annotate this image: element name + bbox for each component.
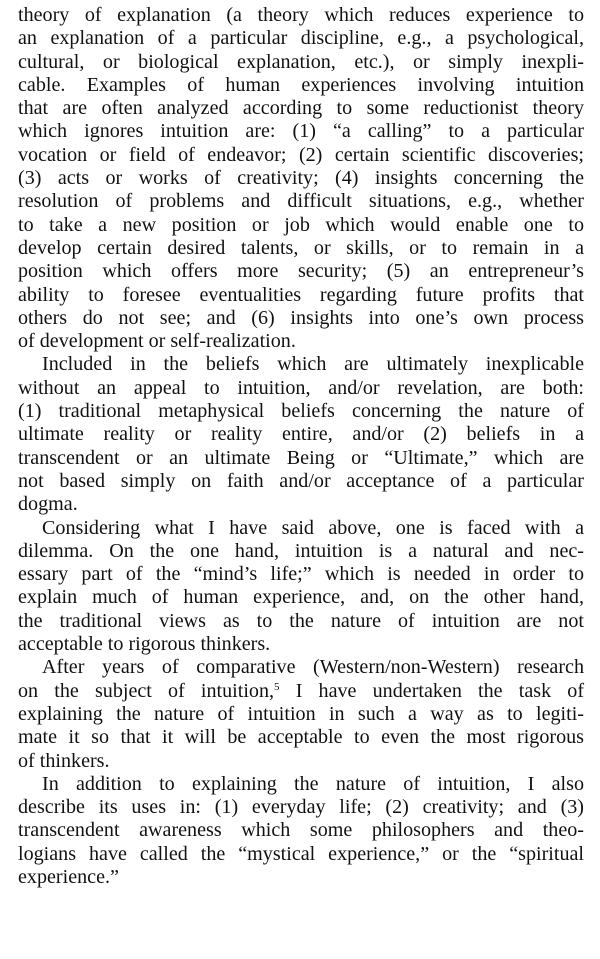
text-line: dilemma. On the one hand, intuition is a natural and nec- bbox=[18, 539, 584, 562]
text-segment: I have undertaken the task of bbox=[279, 679, 585, 702]
text-line: develop certain desired talents, or skills, or to remain in a bbox=[18, 236, 584, 259]
text-line: cultural, or biological explanation, etc.), or simply inexpli- bbox=[18, 50, 584, 73]
text-line: ultimate reality or reality entire, and/or (2) beliefs in a bbox=[18, 423, 584, 446]
text-segment: on the subject of intuition, bbox=[18, 679, 275, 702]
text-line: dogma. bbox=[18, 493, 78, 516]
text-line: transcendent awareness which some philosophers and theo- bbox=[18, 819, 584, 842]
text-line: to take a new position or job which would enable one to bbox=[18, 213, 584, 236]
text-line-with-footnote bbox=[18, 680, 584, 703]
text-line: theory of explanation (a theory which reduces experience to bbox=[18, 4, 584, 26]
text-line: In addition to explaining the nature of intuition, I also bbox=[42, 772, 584, 795]
text-line: acceptable to rigorous thinkers. bbox=[18, 633, 271, 656]
text-line: logians have called the “mystical experience,” or the “spiritual bbox=[18, 842, 584, 865]
text-line: which ignores intuition are: (1) “a calling” to a particular bbox=[18, 120, 584, 143]
paragraph-3 bbox=[18, 517, 584, 657]
text-line: essary part of the “mind’s life;” which is needed in order to bbox=[18, 563, 584, 586]
text-line: describe its uses in: (1) everyday life; (2) creativity; and (3) bbox=[18, 796, 584, 819]
text-line: ability to foresee eventualities regarding future profits that bbox=[18, 283, 584, 306]
paragraph-4 bbox=[18, 656, 584, 772]
text-line: experience.” bbox=[18, 865, 119, 888]
paragraph-1 bbox=[18, 4, 584, 353]
text-line: an explanation of a particular discipline, e.g., a psychological, bbox=[18, 27, 584, 50]
text-line: Considering what I have said above, one is faced with a bbox=[42, 516, 584, 539]
text-line: vocation or field of endeavor; (2) certain scientific discoveries; bbox=[18, 143, 584, 166]
paragraph-5 bbox=[18, 773, 584, 889]
text-line: others do not see; and (6) insights into one’s own process bbox=[18, 306, 584, 329]
paragraph-2 bbox=[18, 353, 584, 516]
text-line: explain much of human experience, and, on the other hand, bbox=[18, 586, 584, 609]
text-line: not based simply on faith and/or acceptance of a particular bbox=[18, 469, 584, 492]
text-line: that are often analyzed according to some reductionist theory bbox=[18, 97, 584, 120]
text-line: position which offers more security; (5) an entrepreneur’s bbox=[18, 260, 584, 283]
text-line: of thinkers. bbox=[18, 749, 110, 772]
text-line: mate it so that it will be acceptable to even the most rigorous bbox=[18, 726, 584, 749]
text-line: cable. Examples of human experiences involving intuition bbox=[18, 73, 584, 96]
text-line: without an appeal to intuition, and/or revelation, are both: bbox=[18, 376, 584, 399]
text-line: (3) acts or works of creativity; (4) insights concerning the bbox=[18, 167, 584, 190]
text-line: the traditional views as to the nature of intuition are not bbox=[18, 609, 584, 632]
text-line: explaining the nature of intuition in such a way as to legiti- bbox=[18, 702, 584, 725]
text-line: of development or self-realization. bbox=[18, 330, 296, 353]
text-line: After years of comparative (Western/non-Western) research bbox=[42, 656, 584, 679]
footnote-reference[interactable]: 5 bbox=[274, 680, 280, 693]
text-line: resolution of problems and difficult situations, e.g., whether bbox=[18, 190, 584, 213]
text-line: (1) traditional metaphysical beliefs concerning the nature of bbox=[18, 400, 584, 423]
text-line: transcendent or an ultimate Being or “Ultimate,” which are bbox=[18, 446, 584, 469]
document-page bbox=[18, 4, 584, 889]
text-line: Included in the beliefs which are ultimately inexplicable bbox=[42, 353, 584, 376]
